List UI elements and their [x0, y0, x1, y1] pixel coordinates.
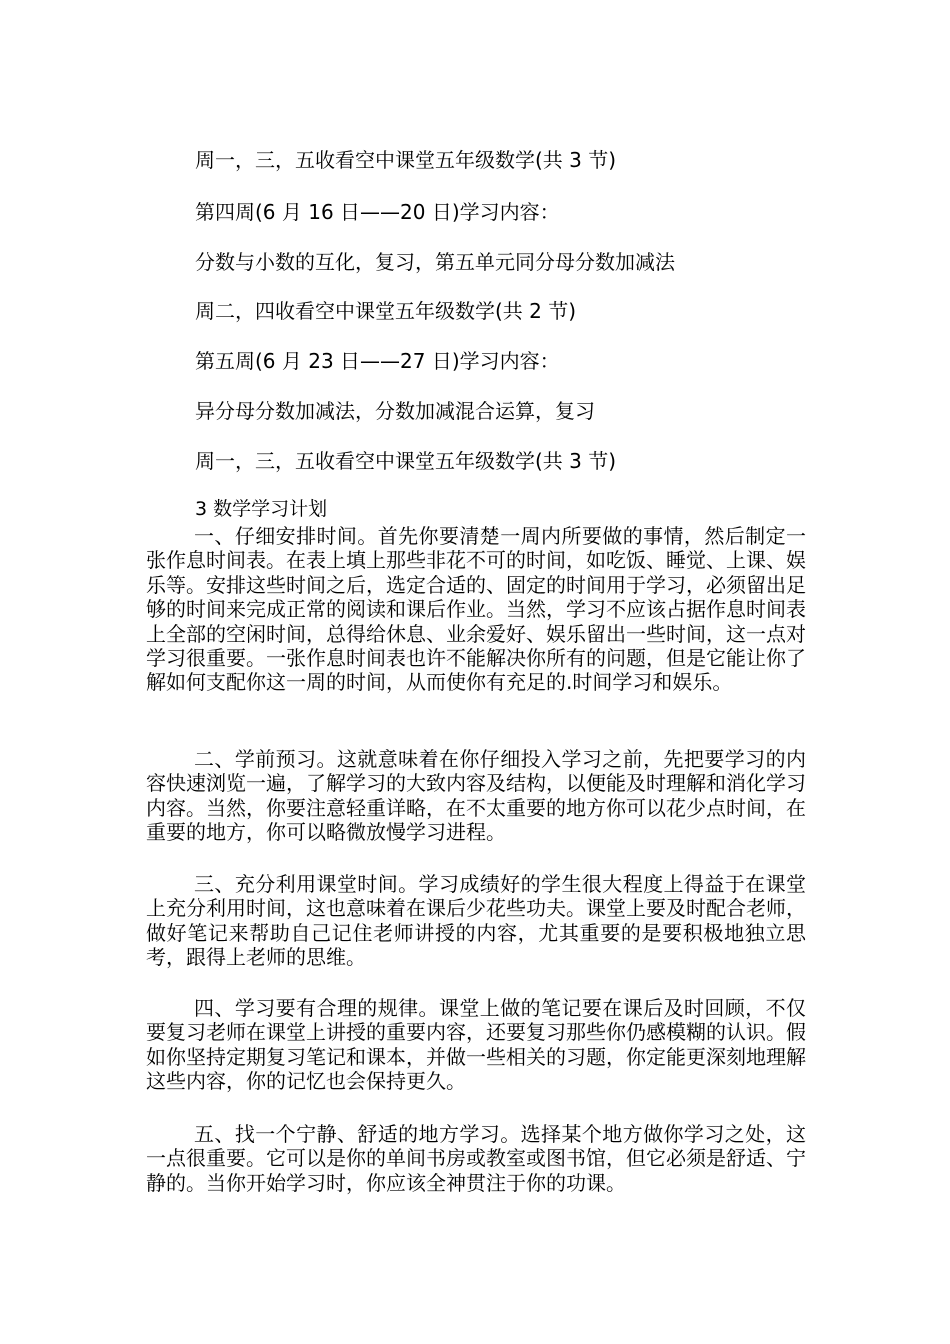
schedule-line: 分数与小数的互化，复习，第五单元同分母分数加减法	[195, 250, 675, 274]
schedule-line: 异分母分数加减法，分数加减混合运算，复习	[195, 399, 595, 423]
paragraph: 三、充分利用课堂时间。学习成绩好的学生很大程度上得益于在课堂上充分利用时间，这也意味着在课后少花些功夫。课堂上要及时配合老师，做好笔记来帮助自己记住老师讲授的内容，尤其重要的是要积极地独立思考，跟得上老师的思维。	[146, 872, 806, 970]
paragraph: 一、仔细安排时间。首先你要清楚一周内所要做的事情，然后制定一张作息时间表。在表上填上那些非花不可的时间，如吃饭、睡觉、上课、娱乐等。安排这些时间之后，选定合适的、固定的时间用于学习，必须留出足够的时间来完成正常的阅读和课后作业。当然，学习不应该占据作息时间表上全部的空闲时间，总得给休息、业余爱好、娱乐留出一些时间，这一点对学习很重要。一张作息时间表也许不能解决你所有的问题，但是它能让你了解如何支配你这一周的时间，从而使你有充足的.时间学习和娱乐。	[146, 524, 806, 695]
paragraph: 二、学前预习。这就意味着在你仔细投入学习之前，先把要学习的内容快速浏览一遍，了解学习的大致内容及结构，以便能及时理解和消化学习内容。当然，你要注意轻重详略，在不太重要的地方你可以花少点时间，在重要的地方，你可以略微放慢学习进程。	[146, 747, 806, 845]
schedule-line: 第五周(6 月 23 日——27 日)学习内容：	[195, 349, 560, 373]
paragraph: 四、学习要有合理的规律。课堂上做的笔记要在课后及时回顾，不仅要复习老师在课堂上讲授的重要内容，还要复习那些你仍感模糊的认识。假如你坚持定期复习笔记和课本，并做一些相关的习题，你定能更深刻地理解这些内容，你的记忆也会保持更久。	[146, 996, 806, 1094]
schedule-line: 周一，三，五收看空中课堂五年级数学(共 3 节)	[195, 449, 617, 473]
schedule-line: 第四周(6 月 16 日——20 日)学习内容：	[195, 200, 560, 224]
schedule-line: 周二，四收看空中课堂五年级数学(共 2 节)	[195, 299, 577, 323]
section-heading: 3 数学学习计划	[195, 498, 328, 520]
paragraph: 五、找一个宁静、舒适的地方学习。选择某个地方做你学习之处，这一点很重要。它可以是你的单间书房或教室或图书馆，但它必须是舒适、宁静的。当你开始学习时，你应该全神贯注于你的功课。	[146, 1122, 806, 1195]
schedule-line: 周一，三，五收看空中课堂五年级数学(共 3 节)	[195, 148, 617, 172]
